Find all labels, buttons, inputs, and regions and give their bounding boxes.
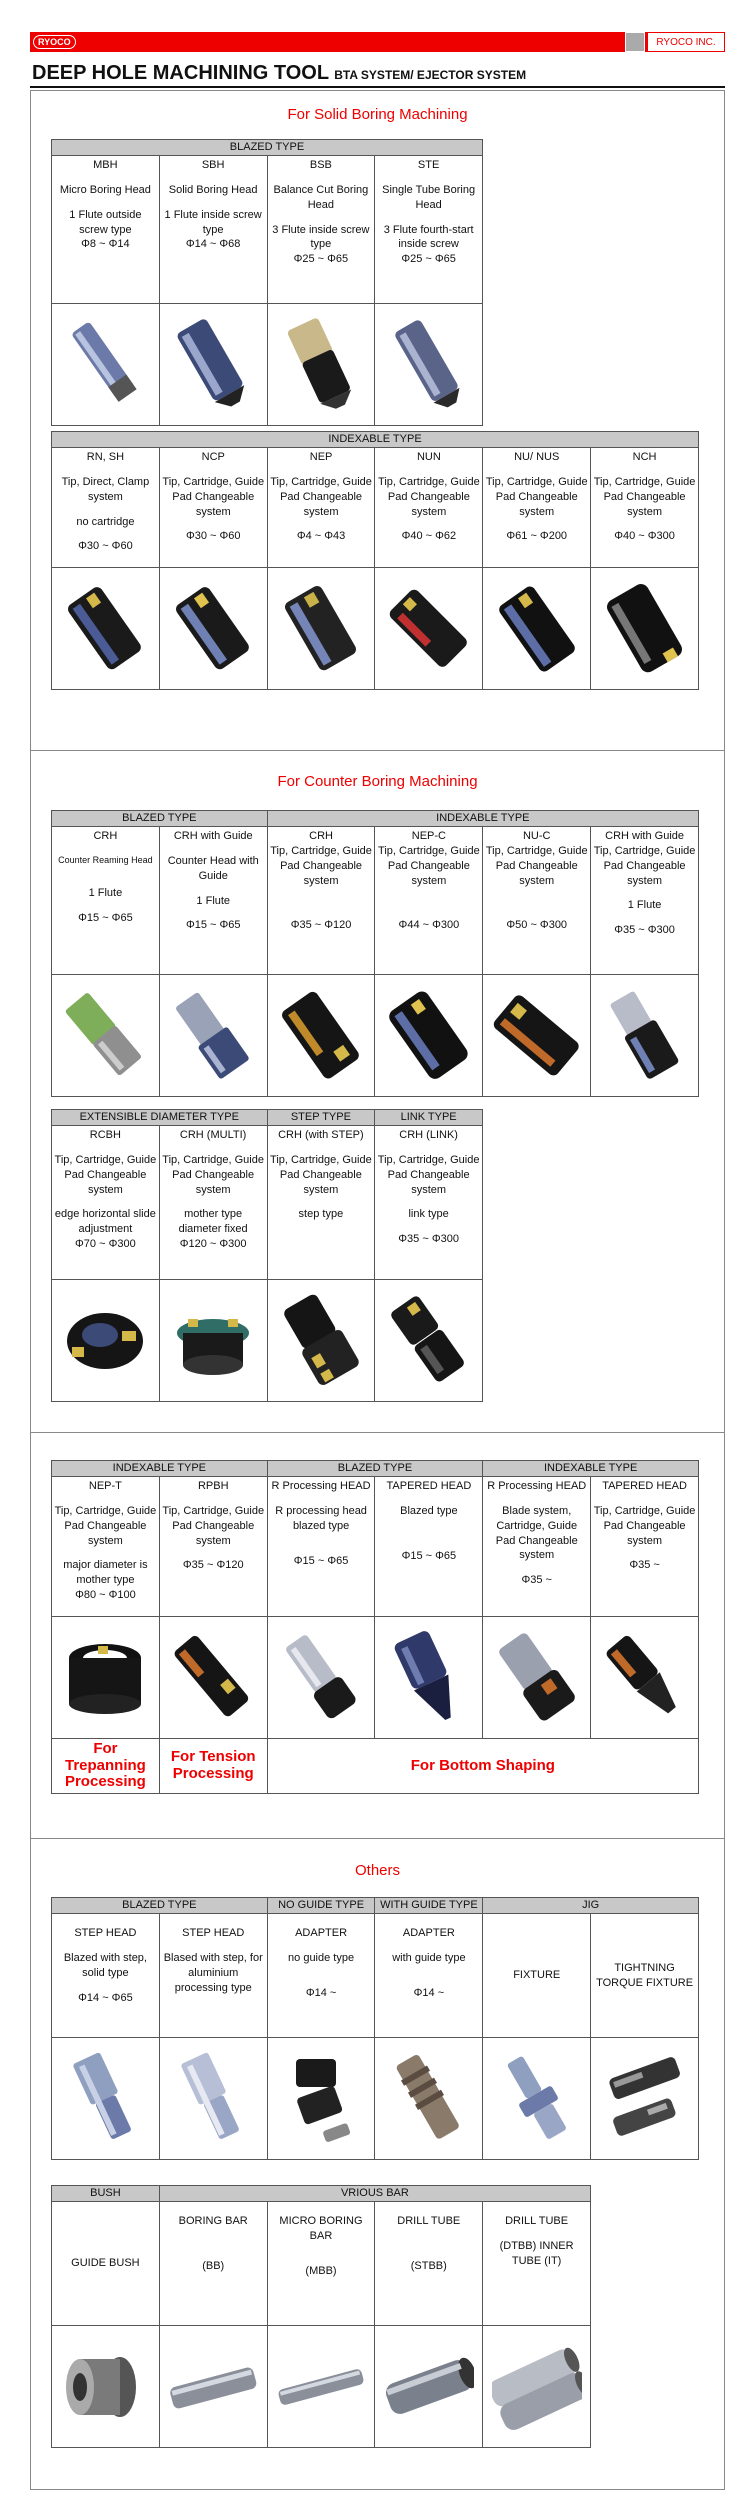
tool-code: ADAPTER bbox=[295, 1927, 348, 1939]
tool-spec bbox=[267, 1126, 375, 1280]
group-header: NO GUIDE TYPE bbox=[267, 1898, 375, 1914]
r-processing-head-icon bbox=[276, 1628, 366, 1728]
tool-photo bbox=[483, 2326, 591, 2448]
tool-photo bbox=[159, 2326, 267, 2448]
tool-name: Tip, Cartridge, Guide Pad Changeable system bbox=[378, 844, 480, 887]
tool-name: Tip, Cartridge, Guide Pad Changeable system bbox=[54, 1504, 157, 1547]
group-header: WITH GUIDE TYPE bbox=[375, 1898, 483, 1914]
drill-head-icon bbox=[168, 315, 258, 415]
tool-name: Tip, Cartridge, Guide Pad Changeable system bbox=[378, 475, 480, 518]
tool-photo bbox=[591, 568, 699, 690]
step-head-icon bbox=[276, 1291, 366, 1391]
group-header: BLAZED TYPE bbox=[267, 1461, 483, 1477]
step-head-icon bbox=[60, 2049, 150, 2149]
tool-name: Blased with step, for aluminium processing type bbox=[163, 1951, 263, 1994]
tool-spec bbox=[52, 2202, 160, 2326]
tool-photo bbox=[52, 975, 160, 1097]
tool-name: Solid Boring Head bbox=[168, 183, 258, 196]
tool-code: MBH bbox=[93, 159, 118, 171]
group-header: INDEXABLE TYPE bbox=[52, 1461, 268, 1477]
tool-name: Tip, Cartridge, Guide Pad Changeable system bbox=[485, 844, 588, 887]
tool-range: Φ15 ~ Φ65 bbox=[401, 1549, 457, 1562]
fixture-icon bbox=[492, 2049, 582, 2149]
tool-code: STE bbox=[417, 159, 440, 171]
tool-range: Φ15 ~ Φ65 bbox=[78, 911, 133, 924]
tool-code: STEP HEAD bbox=[182, 1927, 245, 1939]
tool-desc: 1 Flute bbox=[88, 886, 123, 899]
guide-bush-icon bbox=[60, 2337, 150, 2437]
tool-name: (MBB) bbox=[305, 2264, 337, 2277]
tool-spec bbox=[52, 448, 160, 568]
logo: RYOCO bbox=[33, 35, 76, 49]
tool-photo bbox=[375, 2038, 483, 2160]
tool-spec bbox=[483, 448, 591, 568]
tool-code: CRH (MULTI) bbox=[179, 1129, 247, 1141]
tool-code: MICRO BORING BAR bbox=[279, 2215, 363, 2242]
tool-range: Φ40 ~ Φ300 bbox=[614, 530, 675, 543]
tool-code: TAPERED HEAD bbox=[386, 1480, 472, 1492]
tool-spec bbox=[375, 1477, 483, 1617]
indexable-head-icon bbox=[168, 579, 258, 679]
tool-photo bbox=[483, 1617, 591, 1739]
boring-bar-icon bbox=[168, 2337, 258, 2437]
solid-blazed-table bbox=[51, 139, 483, 426]
group-header: INDEXABLE TYPE bbox=[267, 811, 698, 827]
subtitle-text: BTA SYSTEM/ EJECTOR SYSTEM bbox=[334, 68, 527, 82]
tool-spec bbox=[267, 448, 375, 568]
tool-range: Φ35 ~ Φ120 bbox=[182, 1559, 244, 1572]
tool-range: Φ70 ~ Φ300 bbox=[75, 1238, 136, 1251]
tool-code: CRH (LINK) bbox=[399, 1129, 458, 1141]
tool-range: Φ120 ~ Φ300 bbox=[179, 1238, 247, 1251]
tool-desc: 3 Flute inside screw type bbox=[272, 223, 370, 251]
indexable-head-icon bbox=[492, 579, 582, 679]
tool-spec bbox=[267, 2202, 375, 2326]
indexable-head-icon bbox=[60, 579, 150, 679]
tool-spec bbox=[159, 1477, 267, 1617]
section-title-counter: For Counter Boring Machining bbox=[277, 773, 478, 790]
usage-note: For Tension Processing bbox=[159, 1739, 267, 1794]
tool-photo bbox=[267, 1280, 375, 1402]
tool-photo bbox=[375, 304, 483, 426]
tool-photo bbox=[591, 975, 699, 1097]
tool-desc: 1 Flute bbox=[627, 899, 662, 912]
tool-range: Φ80 ~ Φ100 bbox=[75, 1589, 136, 1602]
tool-desc: no cartridge bbox=[76, 515, 135, 528]
tool-code: R Processing HEAD bbox=[271, 1480, 371, 1492]
counter-row2-table bbox=[51, 1109, 483, 1402]
section-title-solid: For Solid Boring Machining bbox=[287, 106, 468, 123]
group-header: BLAZED TYPE bbox=[52, 1898, 268, 1914]
tool-name: (DTBB) INNER TUBE (IT) bbox=[499, 2239, 574, 2267]
drill-head-icon bbox=[276, 315, 366, 415]
tool-name: with guide type bbox=[392, 1951, 466, 1964]
tool-code: NCH bbox=[632, 451, 657, 463]
usage-note: For Bottom Shaping bbox=[267, 1739, 698, 1794]
section-title-others: Others bbox=[354, 1862, 400, 1879]
page-title bbox=[32, 62, 526, 85]
tool-range: Φ14 ~ Φ68 bbox=[185, 238, 241, 251]
tool-desc: step type bbox=[298, 1208, 344, 1221]
tool-spec bbox=[52, 1914, 160, 2038]
tool-code: NU-C bbox=[522, 830, 551, 842]
drill-tube-icon bbox=[384, 2337, 474, 2437]
tool-photo bbox=[52, 2326, 160, 2448]
tool-spec bbox=[52, 156, 160, 304]
group-header: STEP TYPE bbox=[267, 1110, 375, 1126]
tool-range: Φ14 ~ Φ65 bbox=[78, 1991, 133, 2004]
tool-spec bbox=[267, 1914, 375, 2038]
group-header: BLAZED TYPE bbox=[52, 811, 268, 827]
multi-head-icon bbox=[168, 1291, 258, 1391]
tool-photo bbox=[267, 975, 375, 1097]
tool-name: Tip, Cartridge, Guide Pad Changeable system bbox=[162, 1153, 264, 1196]
tool-spec bbox=[159, 156, 267, 304]
r-processing-head-icon bbox=[492, 1628, 582, 1728]
tool-range: Φ50 ~ Φ300 bbox=[506, 919, 568, 932]
tool-spec bbox=[159, 448, 267, 568]
torque-fixture-icon bbox=[600, 2049, 690, 2149]
tool-range: Φ25 ~ Φ65 bbox=[401, 253, 456, 266]
tool-spec bbox=[375, 448, 483, 568]
trepanning-head-icon bbox=[60, 1628, 150, 1728]
extensible-head-icon bbox=[60, 1291, 150, 1391]
tool-desc: link type bbox=[408, 1208, 449, 1221]
tool-range: Φ15 ~ Φ65 bbox=[293, 1554, 349, 1567]
tool-code: CRH with Guide bbox=[605, 830, 684, 842]
indexable-head-icon bbox=[384, 579, 474, 679]
tool-range: Φ40 ~ Φ62 bbox=[401, 530, 457, 543]
tool-code: CRH (with STEP) bbox=[278, 1129, 364, 1141]
tool-spec bbox=[159, 1914, 267, 2038]
tool-photo bbox=[52, 1617, 160, 1739]
tool-name: Blade system, Cartridge, Guide Pad Changeable system bbox=[495, 1504, 578, 1562]
tool-spec bbox=[591, 1477, 699, 1617]
tool-code: RN, SH bbox=[86, 451, 125, 463]
tapered-head-icon bbox=[384, 1628, 474, 1728]
tool-code: BSB bbox=[309, 159, 332, 171]
tool-range: Φ35 ~ Φ120 bbox=[290, 919, 352, 932]
tool-range: Φ25 ~ Φ65 bbox=[293, 253, 349, 266]
tool-name: Tip, Direct, Clamp system bbox=[61, 475, 150, 503]
tool-code: NU/ NUS bbox=[514, 451, 560, 463]
tool-name: Micro Boring Head bbox=[59, 183, 151, 196]
tool-photo bbox=[375, 1280, 483, 1402]
tool-spec bbox=[159, 827, 267, 975]
tool-desc: 1 Flute bbox=[196, 894, 231, 907]
tool-photo bbox=[483, 975, 591, 1097]
tool-range: Φ14 ~ bbox=[413, 1986, 445, 1999]
tool-range: Φ15 ~ Φ65 bbox=[185, 919, 241, 932]
counter-row1-table bbox=[51, 810, 699, 1097]
adapter-icon bbox=[384, 2049, 474, 2149]
tool-name: Tip, Cartridge, Guide Pad Changeable system bbox=[270, 1153, 372, 1196]
tool-spec bbox=[52, 1477, 160, 1617]
tool-spec bbox=[375, 1126, 483, 1280]
tool-photo bbox=[52, 304, 160, 426]
indexable-head-icon bbox=[600, 579, 690, 679]
tool-name: Tip, Cartridge, Guide Pad Changeable system bbox=[270, 844, 372, 887]
tool-code: BORING BAR bbox=[178, 2215, 248, 2227]
tool-range: Φ4 ~ Φ43 bbox=[296, 530, 346, 543]
tool-range: Φ35 ~ Φ300 bbox=[614, 924, 675, 937]
reaming-head-icon bbox=[168, 986, 258, 1086]
group-header: EXTENSIBLE DIAMETER TYPE bbox=[52, 1110, 268, 1126]
tool-desc: 1 Flute inside screw type bbox=[164, 208, 262, 236]
usage-note: For Trepanning Processing bbox=[52, 1739, 160, 1794]
tool-spec bbox=[159, 2202, 267, 2326]
tool-photo bbox=[483, 568, 591, 690]
tool-photo bbox=[267, 304, 375, 426]
indexable-head-icon bbox=[276, 579, 366, 679]
tool-spec bbox=[591, 448, 699, 568]
tool-name: Tip, Cartridge, Guide Pad Changeable system bbox=[270, 475, 372, 518]
tool-photo bbox=[267, 1617, 375, 1739]
tool-photo bbox=[52, 1280, 160, 1402]
tool-code: RPBH bbox=[197, 1480, 229, 1492]
adapter-icon bbox=[276, 2049, 366, 2149]
solid-indexable-table bbox=[51, 431, 699, 690]
tool-name: Counter Head with Guide bbox=[167, 854, 259, 882]
tool-desc: 3 Flute fourth-start inside screw bbox=[383, 223, 474, 251]
tool-desc: mother type diameter fixed bbox=[178, 1208, 248, 1236]
tool-desc: 1 Flute outside screw type bbox=[69, 208, 142, 236]
tool-name: Tip, Cartridge, Guide Pad Changeable system bbox=[593, 1504, 696, 1547]
counter-head-icon bbox=[600, 986, 690, 1086]
tool-code: RCBH bbox=[89, 1129, 121, 1141]
tool-photo bbox=[159, 2038, 267, 2160]
tool-code: TIGHTNING TORQUE FIXTURE bbox=[596, 1961, 694, 1989]
tapered-head-icon bbox=[600, 1628, 690, 1728]
tool-spec bbox=[591, 1914, 699, 2038]
tool-spec bbox=[267, 827, 375, 975]
tool-photo bbox=[267, 568, 375, 690]
tool-desc: major diameter is mother type bbox=[63, 1559, 148, 1587]
tool-spec bbox=[267, 156, 375, 304]
tool-name: Single Tube Boring Head bbox=[382, 183, 476, 211]
tool-name: Tip, Cartridge, Guide Pad Changeable system bbox=[593, 475, 696, 518]
tool-name: R processing head blazed type bbox=[275, 1504, 367, 1532]
drill-head-icon bbox=[384, 315, 474, 415]
tool-range: Φ61 ~ Φ200 bbox=[506, 530, 568, 543]
group-header: BUSH bbox=[52, 2186, 160, 2202]
title-rule bbox=[30, 86, 725, 88]
tool-name: Blazed with step, solid type bbox=[63, 1951, 147, 1979]
tool-name: Tip, Cartridge, Guide Pad Changeable system bbox=[162, 475, 265, 518]
tool-name: (BB) bbox=[202, 2259, 225, 2272]
tool-spec bbox=[267, 1477, 375, 1617]
group-header: JIG bbox=[483, 1898, 699, 1914]
tool-spec bbox=[375, 2202, 483, 2326]
tool-spec bbox=[591, 827, 699, 975]
tool-name: Tip, Cartridge, Guide Pad Changeable system bbox=[593, 844, 696, 887]
step-head-icon bbox=[168, 2049, 258, 2149]
tool-range: Φ8 ~ Φ14 bbox=[81, 238, 130, 251]
others-row2-table bbox=[51, 2185, 591, 2448]
section-divider bbox=[30, 750, 725, 751]
tool-photo bbox=[267, 2038, 375, 2160]
tool-photo bbox=[52, 568, 160, 690]
tool-spec bbox=[483, 2202, 591, 2326]
group-header: INDEXABLE TYPE bbox=[52, 432, 699, 448]
tool-code: NEP-T bbox=[88, 1480, 122, 1492]
tool-spec bbox=[483, 1477, 591, 1617]
tool-photo bbox=[159, 304, 267, 426]
tool-spec bbox=[375, 827, 483, 975]
tool-photo bbox=[159, 975, 267, 1097]
tool-photo bbox=[52, 2038, 160, 2160]
tool-code: DRILL TUBE bbox=[397, 2215, 461, 2227]
group-header: LINK TYPE bbox=[375, 1110, 483, 1126]
tension-head-icon bbox=[168, 1628, 258, 1728]
tool-range: Φ35 ~ Φ300 bbox=[398, 1233, 459, 1246]
counter-head-icon bbox=[492, 986, 582, 1086]
reaming-head-icon bbox=[60, 986, 150, 1086]
title-text: DEEP HOLE MACHINING TOOL bbox=[32, 62, 329, 84]
tool-name: Counter Reaming Head bbox=[58, 854, 153, 865]
tool-code: R Processing HEAD bbox=[487, 1480, 587, 1492]
special-table bbox=[51, 1460, 699, 1794]
tool-name: Blazed type bbox=[400, 1504, 458, 1517]
tool-code: NCP bbox=[201, 451, 225, 463]
tool-range: Φ14 ~ bbox=[305, 1986, 337, 1999]
drill-tube-icon bbox=[492, 2337, 582, 2437]
tool-name: Tip, Cartridge, Guide Pad Changeable system bbox=[485, 475, 588, 518]
tool-photo bbox=[483, 2038, 591, 2160]
tool-photo bbox=[375, 975, 483, 1097]
tool-code: NUN bbox=[416, 451, 441, 463]
tool-spec bbox=[52, 827, 160, 975]
tool-name: (STBB) bbox=[410, 2259, 447, 2272]
counter-head-icon bbox=[276, 986, 366, 1086]
brand-bar bbox=[30, 32, 725, 52]
tool-code: NEP bbox=[309, 451, 333, 463]
brand-name: RYOCO INC. bbox=[647, 32, 725, 52]
tool-photo bbox=[375, 2326, 483, 2448]
tool-spec bbox=[159, 1126, 267, 1280]
tool-photo bbox=[591, 1617, 699, 1739]
tool-name: Tip, Cartridge, Guide Pad Changeable system bbox=[162, 1504, 265, 1547]
tool-name: Balance Cut Boring Head bbox=[273, 183, 369, 211]
flag-icon bbox=[625, 32, 645, 52]
tool-spec bbox=[52, 1126, 160, 1280]
drill-head-icon bbox=[60, 315, 150, 415]
tool-code: CRH with Guide bbox=[173, 830, 253, 842]
tool-photo bbox=[375, 568, 483, 690]
tool-code: STEP HEAD bbox=[74, 1927, 137, 1939]
tool-code: TAPERED HEAD bbox=[602, 1480, 687, 1492]
tool-range: Φ35 ~ bbox=[629, 1559, 660, 1572]
tool-code: ADAPTER bbox=[402, 1927, 455, 1939]
tool-code: NEP-C bbox=[411, 830, 447, 842]
tool-photo bbox=[267, 2326, 375, 2448]
section-divider bbox=[30, 1838, 725, 1839]
tool-photo bbox=[159, 1280, 267, 1402]
tool-spec bbox=[483, 827, 591, 975]
tool-code: CRH bbox=[93, 830, 118, 842]
group-header: INDEXABLE TYPE bbox=[483, 1461, 699, 1477]
counter-head-icon bbox=[384, 986, 474, 1086]
others-row1-table bbox=[51, 1897, 699, 2160]
tool-spec bbox=[375, 156, 483, 304]
micro-boring-bar-icon bbox=[276, 2337, 366, 2437]
tool-desc: edge horizontal slide adjustment bbox=[54, 1208, 156, 1236]
tool-photo bbox=[591, 2038, 699, 2160]
tool-range: Φ35 ~ bbox=[521, 1574, 552, 1587]
tool-code: FIXTURE bbox=[513, 1969, 561, 1982]
tool-code: GUIDE BUSH bbox=[71, 2257, 140, 2270]
tool-code: CRH bbox=[309, 830, 333, 842]
tool-name: Tip, Cartridge, Guide Pad Changeable system bbox=[54, 1153, 157, 1196]
tool-name: Tip, Cartridge, Guide Pad Changeable system bbox=[377, 1153, 480, 1196]
tool-spec bbox=[375, 1914, 483, 2038]
tool-photo bbox=[159, 1617, 267, 1739]
tool-spec bbox=[483, 1914, 591, 2038]
tool-range: Φ30 ~ Φ60 bbox=[78, 540, 133, 553]
section-divider bbox=[30, 1432, 725, 1433]
tool-photo bbox=[159, 568, 267, 690]
tool-name: no guide type bbox=[288, 1951, 355, 1964]
tool-photo bbox=[375, 1617, 483, 1739]
tool-range: Φ30 ~ Φ60 bbox=[185, 530, 241, 543]
tool-code: DRILL TUBE bbox=[505, 2215, 569, 2227]
tool-range: Φ44 ~ Φ300 bbox=[398, 919, 460, 932]
link-head-icon bbox=[384, 1291, 474, 1391]
tool-code: SBH bbox=[201, 159, 225, 171]
group-header: VRIOUS BAR bbox=[159, 2186, 590, 2202]
group-header: BLAZED TYPE bbox=[52, 140, 483, 156]
